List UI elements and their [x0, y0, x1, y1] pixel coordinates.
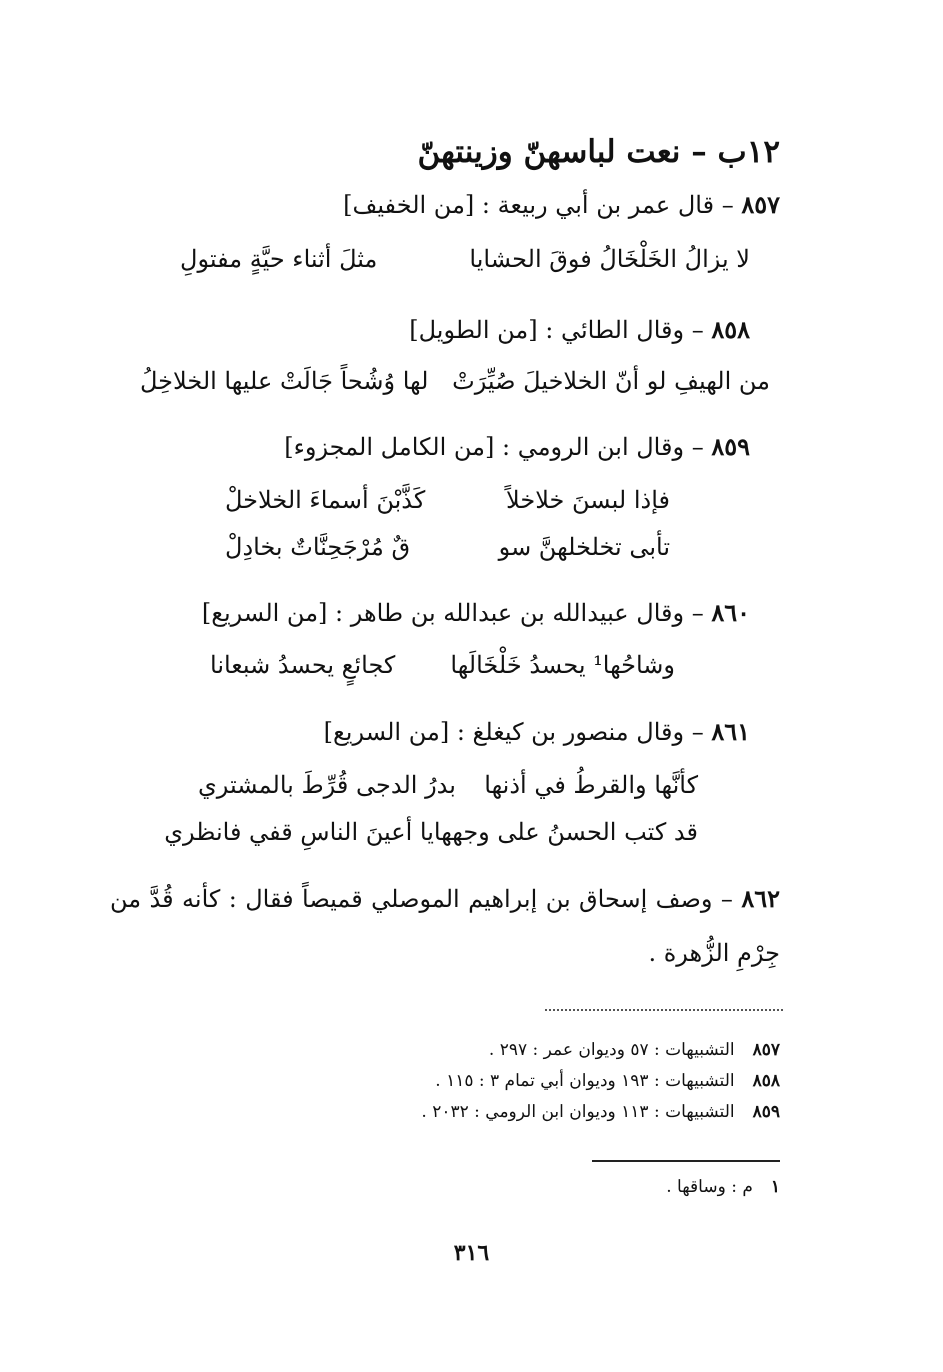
entry-intro: – وقال منصور بن كيغلغ : [من السريع]: [323, 718, 712, 746]
verse-first-hemistich: تأبى تخلخلهنَّ سو: [498, 533, 670, 561]
verse-line: [180, 245, 750, 273]
source-text: التشبيهات : ٥٧ وديوان عمر : ٢٩٧ .: [488, 1040, 735, 1060]
verse-line: [140, 367, 770, 395]
verse-second-hemistich: قٌ مُرْجَحِنَّاتٌ بخادِلْ: [225, 533, 411, 561]
footnote-separator-dotted: [545, 1009, 783, 1011]
verse-first-hemistich: من الهيفِ لو أنّ الخلاخيلَ صُيِّرَتْ: [452, 367, 770, 395]
entry-heading-857: [343, 190, 780, 219]
entry-heading-858: [409, 315, 750, 344]
verse-second-hemistich: كَذَّبْنَ أسماءَ الخلاخلْ: [225, 486, 426, 514]
verse-second-hemistich: مثلَ أثناء حيَّةٍ مفتولِ: [180, 245, 378, 273]
source-note: [489, 1040, 780, 1060]
verse-second-hemistich: لها وُشُحاً جَالَتْ عليها الخلاخِلُ: [140, 367, 429, 395]
footnote-text: م : وساقها .: [666, 1177, 753, 1197]
verse-line: [164, 818, 698, 846]
verse-first-hemistich: فإذا لبسنَ خلاخلاً: [506, 486, 670, 514]
prose-text: – وصف إسحاق بن إبراهيم الموصلي قميصاً فقال : كأنه قُدَّ من جِرْمِ الزُّهرة .: [110, 885, 780, 967]
footnote-number: ١: [770, 1177, 780, 1197]
source-entry-number: ٨٥٨: [752, 1071, 780, 1091]
verse-second-hemistich: بدرُ الدجى قُرِّطَ بالمشتري: [198, 771, 456, 799]
footnote-separator-line: [592, 1160, 780, 1162]
variant-footnote: [666, 1177, 780, 1197]
entry-intro: – وقال ابن الرومي : [من الكامل المجزوء]: [284, 433, 712, 461]
source-note: [421, 1102, 780, 1122]
entry-number: ٨٦٢: [741, 884, 780, 913]
section-title: ١٢ب – نعت لباسهنّ وزينتهنّ: [417, 134, 780, 170]
entry-number: ٨٥٩: [711, 432, 750, 461]
verse-first-hemistich: كأنَّها والقرطُ في أذنها: [484, 771, 698, 799]
page-number: ٣١٦: [453, 1240, 490, 1266]
prose-entry-862: [110, 872, 780, 980]
verse-line: [225, 486, 670, 514]
entry-heading-859: [284, 432, 750, 461]
entry-intro: – قال عمر بن أبي ربيعة : [من الخفيف]: [343, 191, 742, 219]
entry-heading-860: [202, 598, 750, 627]
verse-first-hemistich: قد كتب الحسنُ على وجهها: [433, 818, 698, 846]
source-text: التشبيهات : ١٩٣ وديوان أبي تمام ٣ : ١١٥ .: [435, 1071, 735, 1091]
verse-second-hemistich: كجائعٍ يحسدُ شبعانا: [210, 651, 396, 679]
verse-first-hemistich: وشاحُها¹ يحسدُ خَلْخَالَها: [450, 651, 675, 679]
verse-line: [198, 771, 698, 799]
entry-heading-861: [324, 717, 750, 746]
entry-number: ٨٥٧: [741, 190, 780, 219]
entry-number: ٨٦٠: [711, 598, 750, 627]
entry-number: ٨٥٨: [711, 315, 750, 344]
source-text: التشبيهات : ١١٣ وديوان ابن الرومي : ٢٠٣٢ .: [421, 1102, 735, 1122]
source-note: [435, 1071, 780, 1091]
entry-number: ٨٦١: [711, 717, 750, 746]
verse-line: [225, 533, 670, 561]
verse-second-hemistich: يا أعينَ الناسِ قفي فانظري: [164, 818, 434, 846]
source-entry-number: ٨٥٩: [752, 1102, 780, 1122]
verse-first-hemistich: لا يزالُ الخَلْخَالُ فوقَ الحشايا: [469, 245, 750, 273]
entry-intro: – وقال الطائي : [من الطويل]: [409, 316, 712, 344]
entry-intro: – وقال عبيدالله بن عبدالله بن طاهر : [من السريع]: [201, 599, 712, 627]
source-entry-number: ٨٥٧: [752, 1040, 780, 1060]
verse-line: [210, 651, 675, 679]
